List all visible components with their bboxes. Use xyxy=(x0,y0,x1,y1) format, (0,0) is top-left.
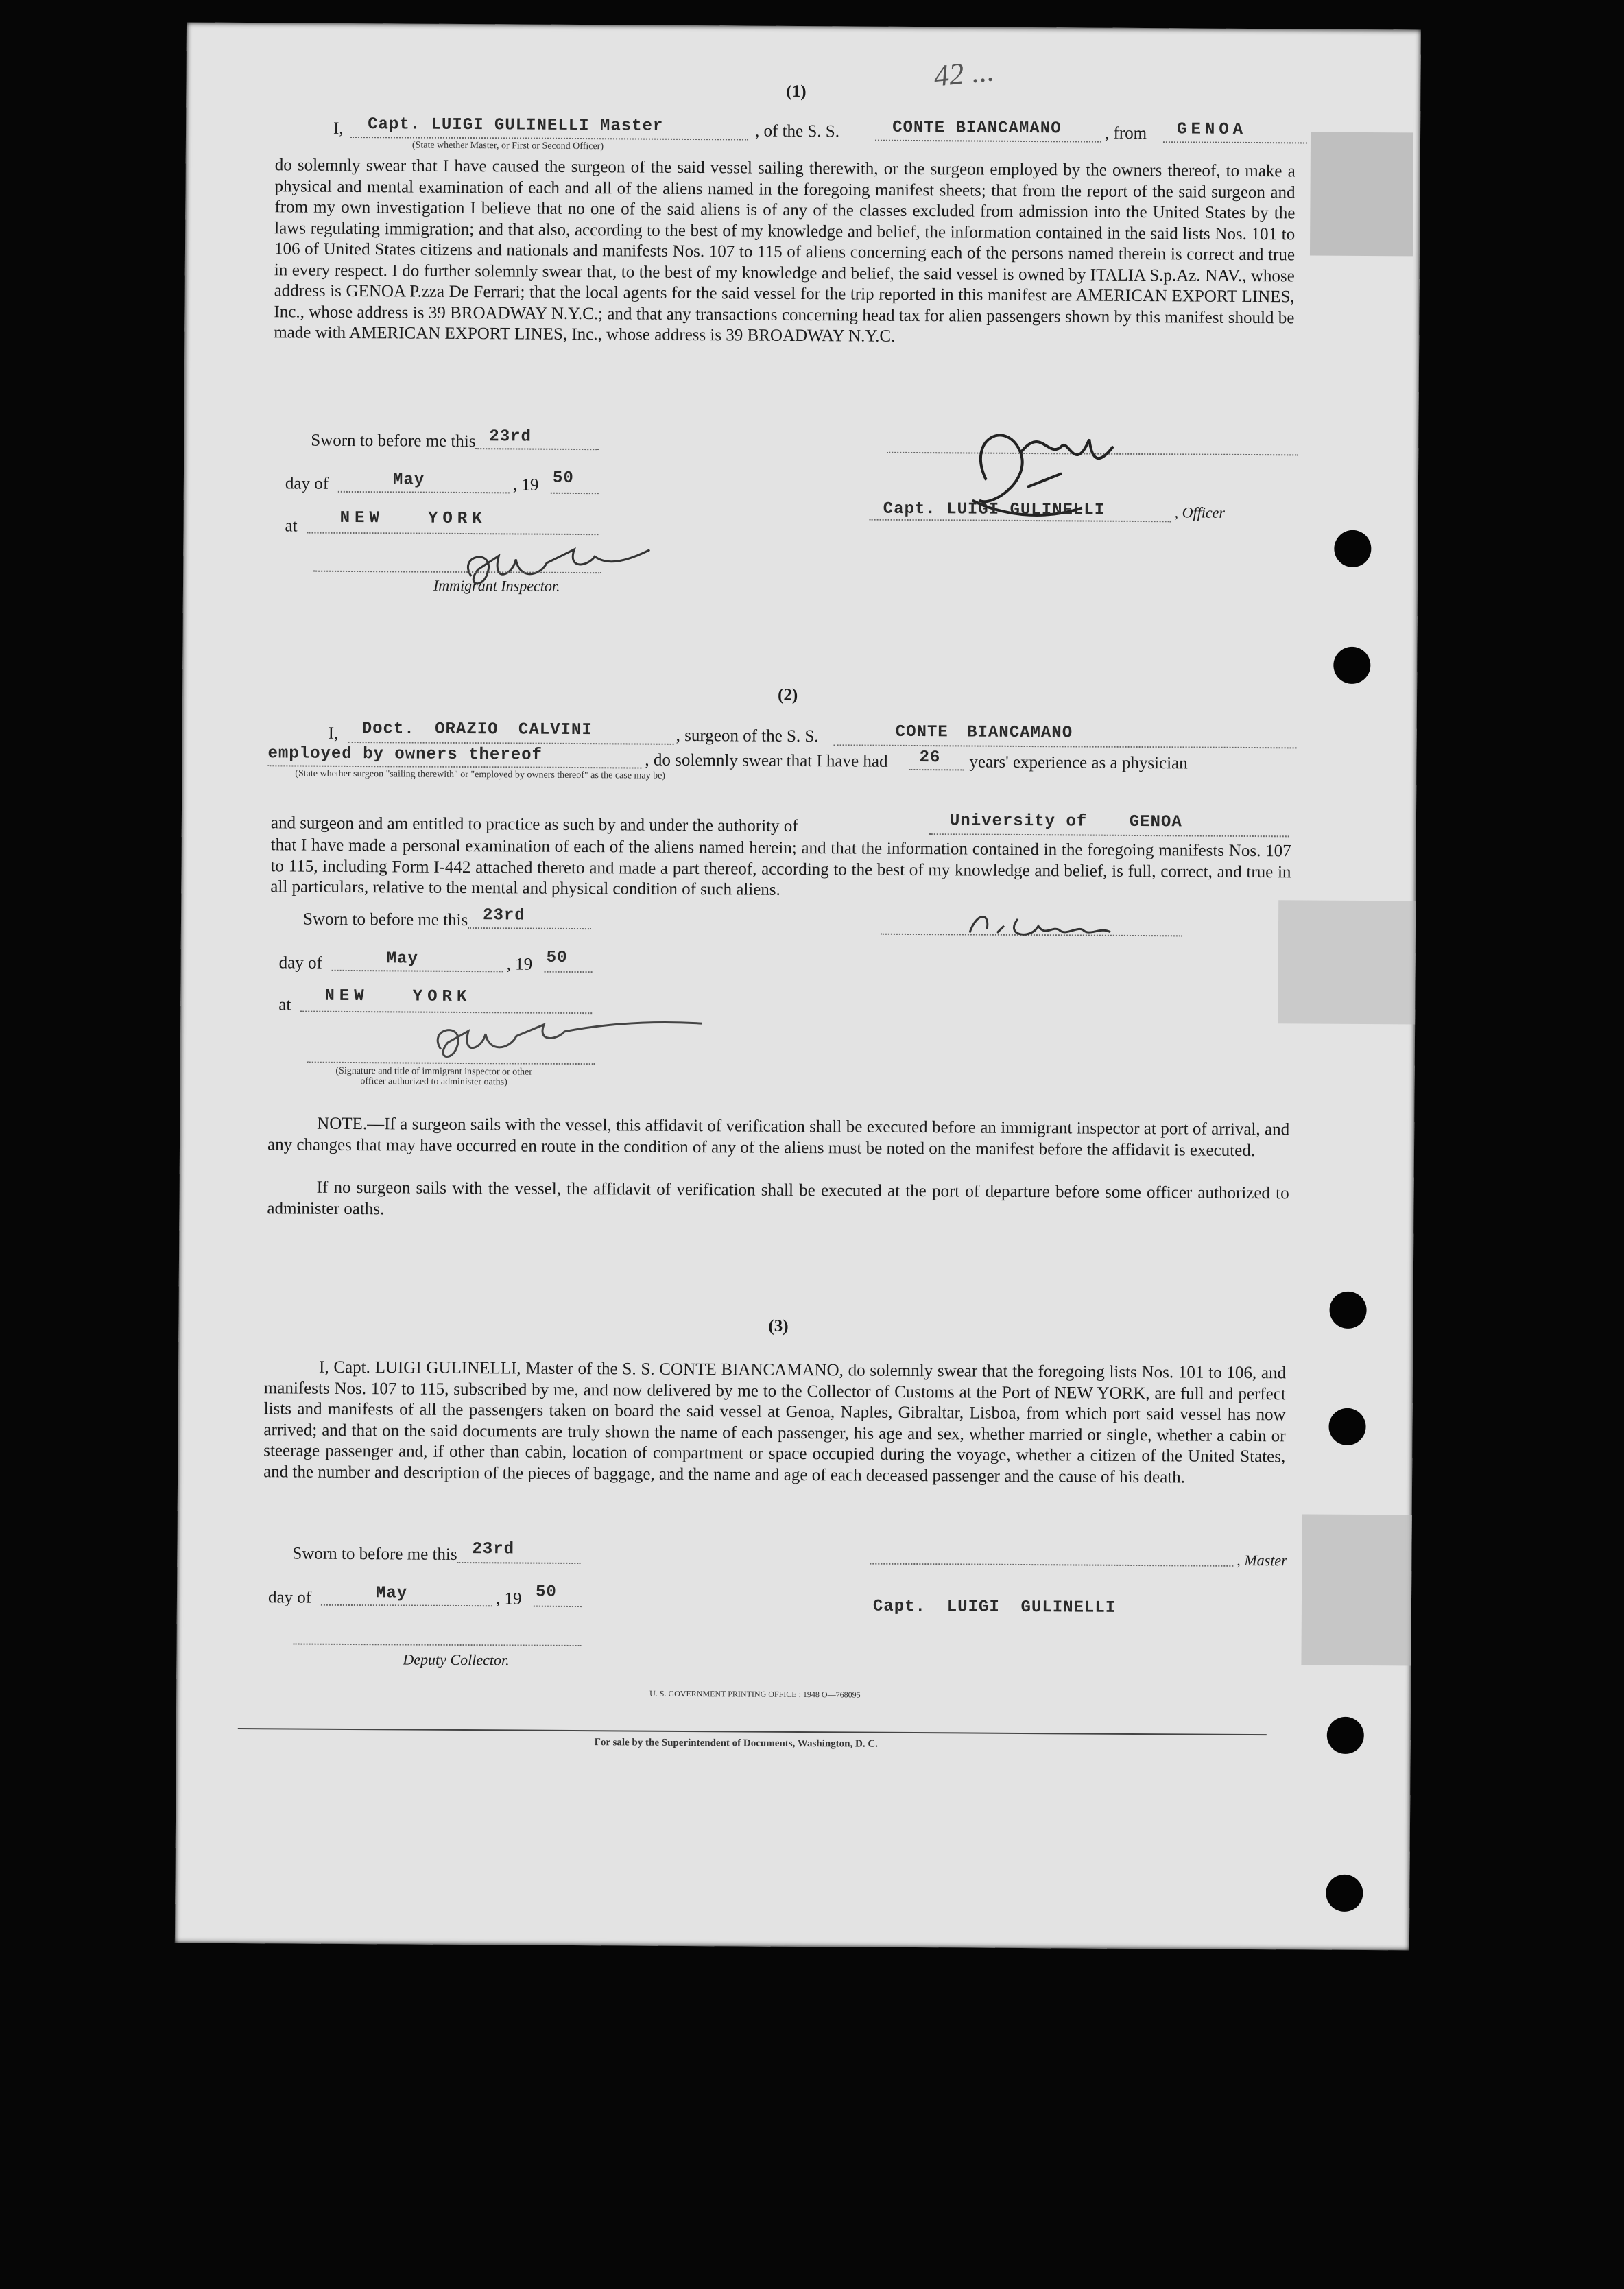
punch-hole xyxy=(1326,1875,1363,1912)
s3-sworn-label: Sworn to before me this xyxy=(292,1544,457,1564)
s1-officer-caption: , Officer xyxy=(1174,503,1226,521)
s3-month-line xyxy=(321,1604,492,1607)
master-line xyxy=(350,137,748,141)
s2-place: NEW YORK xyxy=(324,986,472,1007)
s1-sworn-line xyxy=(475,448,599,450)
s2-sworn-day: 23rd xyxy=(482,906,525,925)
s3-sworn-line xyxy=(457,1562,580,1564)
tape-mid-right xyxy=(1278,900,1416,1024)
s1-sworn-day: 23rd xyxy=(489,427,532,447)
s1-year-line xyxy=(551,493,599,494)
tape-low-right xyxy=(1301,1514,1411,1665)
s3-day-of: day of xyxy=(267,1588,312,1607)
s2-authority-field: University of GENOA xyxy=(949,811,1182,832)
handwritten-page-mark: 42 ... xyxy=(932,54,996,93)
s2-surgeon-of: , surgeon of the S. S. xyxy=(676,726,819,746)
s2-years-line xyxy=(909,769,964,770)
sale-notice: For sale by the Superintendent of Documents, Washington, D. C. xyxy=(594,1737,878,1750)
s3-year-line xyxy=(534,1606,582,1607)
s2-month-line xyxy=(332,970,503,973)
s1-day-of: day of xyxy=(285,474,329,493)
s2-surgeon-line xyxy=(348,742,674,745)
master-name-field: Capt. LUIGI GULINELLI Master xyxy=(368,115,664,136)
s2-state-note: (State whether surgeon "sailing therewith" or "employed by owners thereof" as the case may be) xyxy=(295,768,666,781)
s1-sworn-label: Sworn to before me this xyxy=(311,431,476,451)
punch-hole xyxy=(1327,1717,1364,1754)
s3-oath-text: I, Capt. LUIGI GULINELLI, Master of the S. S. CONTE BIANCAMANO, do solemnly swear that the foregoing lists Nos. 101 to 106, and manifests Nos. 107 to 115, subscribed by me, and now delivered by me to the Collector of Customs at the Port of NEW YORK, are full and perfect lists and manifests of all the passengers taken on board the said vessel at Genoa, Naples, Gibraltar, Lisboa, from which port said vessel has now arrived; and that on the said documents are truly shown the name of each passenger, his age and sex, whether married or single, whether a cabin or steerage passenger and, if other than cabin, location of compartment or space occupied during the voyage, whether a citizen of the United States, and the number and description of the pieces of baggage, and the name and age of each deceased passenger and the cause of his death. xyxy=(263,1357,1287,1486)
s3-master-sig-line xyxy=(870,1563,1233,1567)
s1-port-from-field: GENOA xyxy=(1177,120,1247,139)
s3-sworn-day: 23rd xyxy=(472,1540,515,1559)
s1-oath-text: do solemnly swear that I have caused the surgeon of the said vessel sailing therewith, or the surgeon employed by the owners thereof, to make a physical and mental examination of each and all of the aliens named in the foregoing manifest sheets; that from the report of the said surgeon and from my own investigation I believe that no one of the said aliens is of any of the classes excluded from admission into the United States by the laws regulating immigration; and that also, according to the best of my knowledge and belief, the information contained in the said lists Nos. 101 to 106 of United States citizens and nationals and manifests Nos. 107 to 115 of aliens concerning each of the persons named therein is correct and true in every respect. I do further solemnly swear that, to the best of my knowledge and belief, the said vessel is owned by ITALIA S.p.Az. NAV., whose address is GENOA P.zza De Ferrari; that the local agents for the said vessel for the trip reported in this manifest are AMERICAN EXPORT LINES, Inc., whose address is 39 BROADWAY N.Y.C.; and that any transactions concerning head tax for alien passengers shown by this manifest should be made with AMERICAN EXPORT LINES, Inc., whose address is 39 BROADWAY N.Y.C. xyxy=(274,156,1295,346)
s2-surgeon-signature xyxy=(963,905,1141,947)
s1-at-label: at xyxy=(285,517,298,536)
s2-at-label: at xyxy=(278,995,291,1015)
s2-sig-caption: (Signature and title of immigrant inspector or other officer authorized to administer oaths) xyxy=(335,1065,532,1088)
s1-year: 50 xyxy=(552,469,574,488)
s1-vessel-field: CONTE BIANCAMANO xyxy=(892,118,1062,139)
section-2-number: (2) xyxy=(777,685,798,704)
s1-from-line xyxy=(1163,141,1307,143)
s2-day-of: day of xyxy=(278,953,322,973)
manifest-page xyxy=(175,23,1421,1951)
s1-month: May xyxy=(392,471,425,490)
punch-hole xyxy=(1333,647,1370,684)
s2-i-label: I, xyxy=(328,724,339,743)
s2-vessel-line xyxy=(834,744,1297,748)
s2-vessel-field: CONTE BIANCAMANO xyxy=(895,722,1073,743)
s3-year-prefix: , 19 xyxy=(495,1589,522,1609)
s1-place: NEW YORK xyxy=(339,508,487,529)
s1-state-note: (State whether Master, or First or Second Officer) xyxy=(411,140,604,152)
s3-collector-caption: Deputy Collector. xyxy=(403,1650,510,1669)
s2-sworn-label: Sworn to before me this xyxy=(302,910,468,930)
section-3-number: (3) xyxy=(768,1316,789,1336)
s2-swear-text: , do solemnly swear that I have had xyxy=(645,750,888,771)
s1-of-ss: , of the S. S. xyxy=(754,121,840,141)
footer-rule xyxy=(238,1728,1267,1735)
s1-inspector-caption: Immigrant Inspector. xyxy=(433,576,560,595)
s2-employed-field: employed by owners thereof xyxy=(267,744,543,765)
s2-year-prefix: , 19 xyxy=(506,955,533,974)
s1-vessel-line xyxy=(875,140,1101,143)
s1-i-label: I, xyxy=(333,119,344,138)
punch-hole xyxy=(1328,1408,1365,1445)
s1-year-prefix: , 19 xyxy=(512,475,539,495)
s2-years-text: years' experience as a physician xyxy=(969,752,1188,773)
s2-years-field: 26 xyxy=(919,748,941,768)
s2-year-line xyxy=(545,971,593,973)
s3-collector-line xyxy=(294,1643,582,1646)
s2-note-1: NOTE.—If a surgeon sails with the vessel, this affidavit of verification shall be executed before an immigrant inspector at port of arrival, and any changes that may have occurred en route in the condition of any of the aliens must be noted on the manifest before the affidavit is executed. xyxy=(267,1114,1290,1160)
s2-authority-text: and surgeon and am entitled to practice as such by and under the authority of xyxy=(270,814,798,835)
s2-sworn-line xyxy=(468,927,591,929)
tape-top-right xyxy=(1310,132,1413,257)
s1-from-label: , from xyxy=(1104,123,1147,143)
s1-inspector-signature xyxy=(451,528,657,612)
s3-month: May xyxy=(375,1584,408,1603)
surgeon-name-field: Doct. ORAZIO CALVINI xyxy=(361,720,593,740)
s3-master-caption: , Master xyxy=(1237,1551,1287,1569)
s2-authority-line xyxy=(929,833,1289,837)
s1-officer-name: Capt. LUIGI GULINELLI xyxy=(883,499,1106,520)
s1-month-line xyxy=(338,491,510,494)
s3-year: 50 xyxy=(535,1582,557,1602)
s2-year: 50 xyxy=(546,948,568,967)
s3-master-name: Capt. LUIGI GULINELLI xyxy=(872,1597,1116,1617)
punch-hole xyxy=(1329,1292,1366,1329)
s2-month: May xyxy=(386,949,418,969)
section-1-number: (1) xyxy=(786,82,807,102)
s2-note-2: If no surgeon sails with the vessel, the affidavit of verification shall be executed at the port of departure before some officer authorized to administer oaths. xyxy=(267,1178,1289,1218)
s2-oath-text: that I have made a personal examination of each of the aliens named herein; and that the information contained in the foregoing manifests Nos. 107 to 115, including Form I-442 attached thereto and made a part thereof, according to the best of my knowledge and belief, is full, correct, and true in all particulars, relative to the mental and physical condition of such aliens. xyxy=(270,835,1291,899)
punch-hole xyxy=(1334,530,1371,567)
gpo-imprint: U. S. GOVERNMENT PRINTING OFFICE : 1948 O—768095 xyxy=(649,1688,861,1700)
